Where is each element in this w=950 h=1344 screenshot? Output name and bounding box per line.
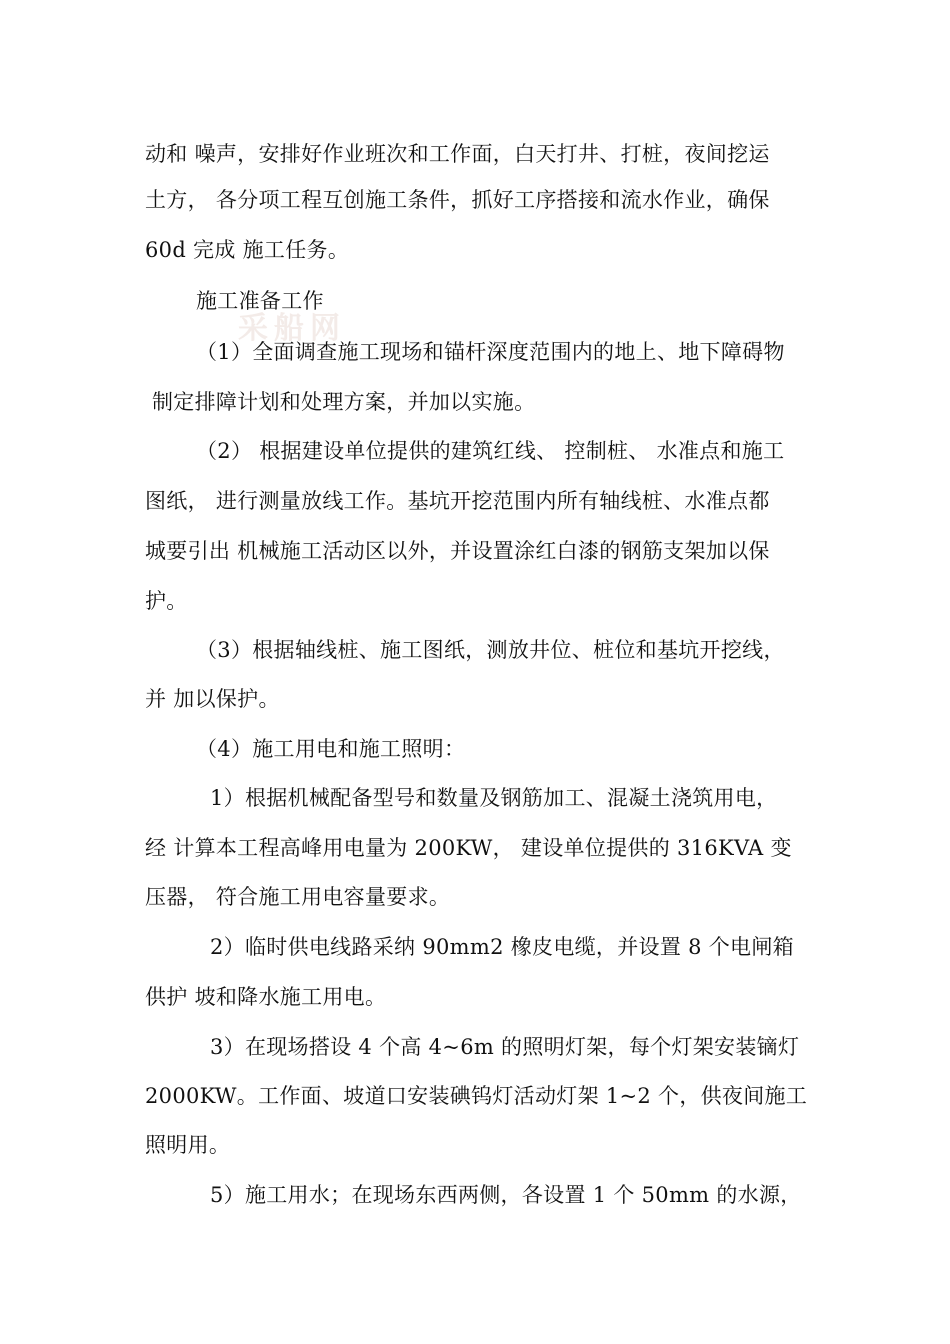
text-line: （2） 根据建设单位提供的建筑红线、 控制桩、 水准点和施工 [196, 439, 785, 463]
text-line: 制定排障计划和处理方案，并加以实施。 [145, 390, 536, 414]
text-line: 3）在现场搭设 4 个高 4~6m 的照明灯架，每个灯架安装镝灯 [210, 1035, 800, 1059]
text-line: 动和 噪声，安排好作业班次和工作面，白天打井、打桩，夜间挖运 [145, 142, 770, 166]
text-line: 5）施工用水；在现场东西两侧，各设置 1 个 50mm 的水源， [210, 1183, 802, 1207]
text-line: 图纸， 进行测量放线工作。基坑开挖范围内所有轴线桩、水准点都 [145, 489, 770, 513]
text-line: 照明用。 [145, 1133, 231, 1157]
text-line: （3）根据轴线桩、施工图纸，测放井位、桩位和基坑开挖线， [196, 638, 785, 662]
text-line: 压器， 符合施工用电容量要求。 [145, 885, 451, 909]
text-line: 1）根据机械配备型号和数量及钢筋加工、混凝土浇筑用电， [210, 786, 778, 810]
text-line: 土方， 各分项工程互创施工条件，抓好工序搭接和流水作业，确保 [145, 188, 770, 212]
text-line: 2）临时供电线路采纳 90mm2 橡皮电缆，并设置 8 个电闸箱 [210, 935, 794, 959]
text-line: 经 计算本工程高峰用电量为 200KW， 建设单位提供的 316KVA 变 [145, 836, 792, 860]
text-line: （1）全面调查施工现场和锚杆深度范围内的地上、地下障碍物 [196, 340, 785, 364]
section-heading: 施工准备工作 [196, 289, 324, 313]
text-line: （4）施工用电和施工照明： [196, 737, 466, 761]
watermark: 采船网 [238, 311, 346, 346]
text-line: 供护 坡和降水施工用电。 [145, 985, 387, 1009]
text-line: 2000KW。工作面、坡道口安装碘钨灯活动灯架 1~2 个，供夜间施工 [145, 1084, 808, 1108]
text-line: 并 加以保护。 [145, 687, 280, 711]
text-line: 60d 完成 施工任务。 [145, 238, 350, 262]
text-line: 城要引出 机械施工活动区以外，并设置涂红白漆的钢筋支架加以保 [145, 539, 770, 563]
text-line: 护。 [145, 589, 188, 613]
